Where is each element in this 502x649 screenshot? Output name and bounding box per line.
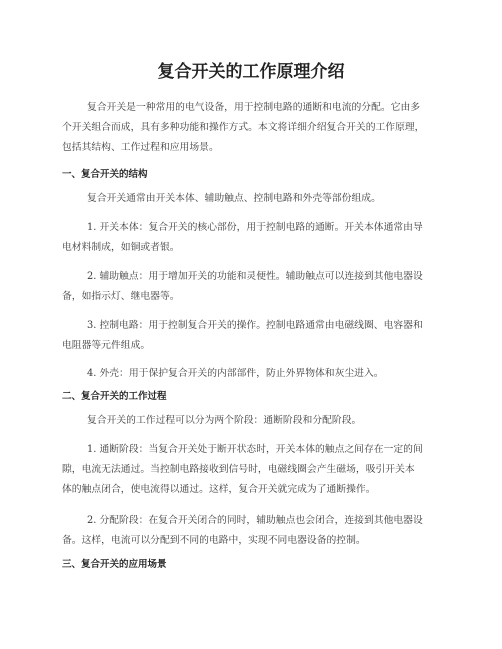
page-title: 复合开关的工作原理介绍 <box>157 62 345 82</box>
structure-paragraph-aux-contacts: 2. 辅助触点：用于增加开关的功能和灵便性。辅助触点可以连接到其他电器设 备，如指示灯、继电器等。 <box>62 271 423 302</box>
intro-paragraph: 复合开关是一种常用的电气设备，用于控制电路的通断和电流的分配。它由多 个开关组合而成，具有多种功能和操作方式。本文将详细介绍复合开关的工作原理， 包括其结构、工作过程和应用场景。 <box>62 102 425 153</box>
process-paragraph-on-off: 1. 通断阶段：当复合开关处于断开状态时，开关本体的触点之间存在一定的间 隙，电流无法通过。当控制电路接收到信号时，电磁线圈会产生磁场，吸引开关本 体的触点闭合，使电流得以通过。这样，复合开关就完成为了通断操作。 <box>62 444 423 495</box>
section-heading-applications: 三、复合开关的应用场景 <box>62 559 167 570</box>
structure-paragraph-control-circuit: 3. 控制电路：用于控制复合开关的操作。控制电路通常由电磁线圈、电容器和 电阻器等元件组成。 <box>62 320 423 351</box>
section-heading-process: 二、复合开关的工作过程 <box>62 391 167 402</box>
structure-paragraph-overview: 复合开关通常由开关本体、辅助触点、控制电路和外壳等部份组成。 <box>87 193 381 204</box>
section-heading-structure: 一、复合开关的结构 <box>62 169 148 180</box>
process-paragraph-overview: 复合开关的工作过程可以分为两个阶段：通断阶段和分配阶段。 <box>87 415 362 426</box>
structure-paragraph-switch-body: 1. 开关本体：复合开关的核心部份，用于控制电路的通断。开关本体通常由导 电材料制成，如铜或者银。 <box>62 222 423 253</box>
structure-paragraph-housing: 4. 外壳：用于保护复合开关的内部部件，防止外界物体和灰尘进入。 <box>87 368 384 379</box>
process-paragraph-distribution: 2. 分配阶段：在复合开关闭合的同时，辅助触点也会闭合，连接到其他电器设 备。这样，电流可以分配到不同的电路中，实现不同电器设备的控制。 <box>62 515 423 546</box>
